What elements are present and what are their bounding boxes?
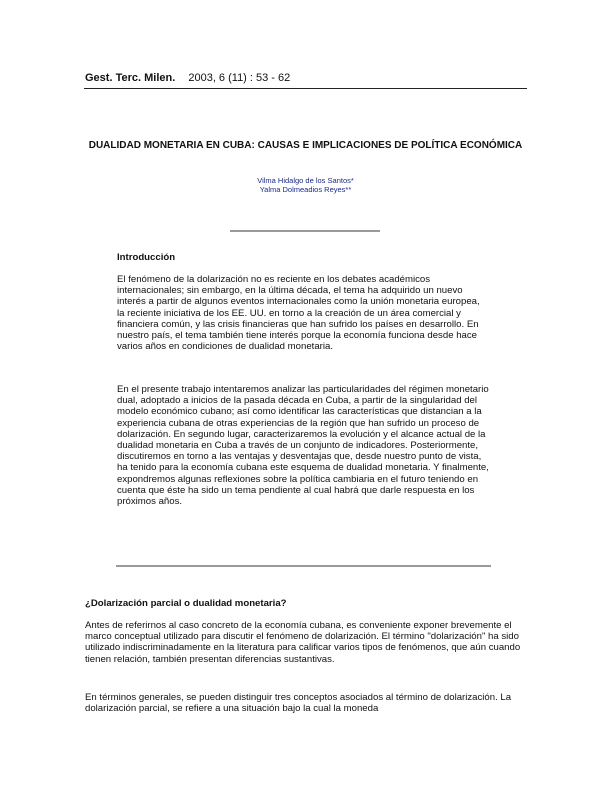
divider-bottom — [116, 565, 491, 567]
intro-paragraph-2: En el presente trabajo intentaremos analizar las particularidades del régimen monetario dual, adoptado a inicios de la pasada década en Cuba, a partir de la singularidad del modelo económico cubano; así como identificar las características que distancian a la experiencia cubana de otras experiencias de la región que han sufrido un proceso de dolarización. En segundo lugar, caracterizaremos la evolución y el alcance actual de la dualidad monetaria en Cuba a través de un conjunto de indicadores. Posteriormente, discutiremos en torno a las ventajas y desventajas que, desde nuestro punto de vista, ha tenido para la economía cubana este esquema de dualidad monetaria. Y finalmente, expondremos algunas reflexiones sobre la política cambiaria en el futuro teniendo en cuenta que éste ha sido un tema pendiente al cual habrá que darle respuesta en los próximos años. — [117, 384, 489, 508]
intro-paragraph-1: El fenómeno de la dolarización no es reciente en los debates académicos internacionales; sin embargo, en la última década, el tema ha adquirido un nuevo interés a partir de algunos eventos internacionales como la unión monetaria europea, la reciente iniciativa de los EE. UU. en torno a la creación de un área comercial y financiera común, y las crisis financieras que han sufrido los países en desarrollo. En nuestro país, el tema también tiene interés porque la economía funciona desde hace varios años en condiciones de dualidad monetaria. — [117, 274, 480, 353]
journal-citation: 2003, 6 (11) : 53 - 62 — [188, 72, 291, 84]
section-heading: ¿Dolarización parcial o dualidad monetaria? — [85, 598, 287, 609]
header-rule — [84, 88, 527, 89]
journal-name: Gest. Terc. Milen. — [85, 72, 176, 84]
author-list — [84, 176, 527, 194]
intro-heading: Introducción — [117, 252, 176, 263]
section-paragraph-1: Antes de referirnos al caso concreto de la economía cubana, es conveniente exponer brevemente el marco conceptual utilizado para discutir el fenómeno de dolarización. El término "dolarización" ha sido utilizado indiscriminadamente en la literatura para calificar varios tipos de fenómenos, que aún cuando tienen relación, también presentan diferencias sustantivas. — [85, 620, 521, 665]
divider-top — [230, 230, 380, 232]
section-paragraph-2: En términos generales, se pueden distinguir tres conceptos asociados al término de dolarización. La dolarización parcial, se refiere a una situación bajo la cual la moneda — [85, 692, 512, 715]
article-title: DUALIDAD MONETARIA EN CUBA: CAUSAS E IMPLICACIONES DE POLÍTICA ECONÓMICA — [88, 140, 523, 151]
journal-header — [85, 72, 290, 84]
author-1[interactable]: Vilma Hidalgo de los Santos* — [257, 176, 354, 185]
author-2[interactable]: Yalma Dolmeadios Reyes** — [259, 185, 352, 194]
